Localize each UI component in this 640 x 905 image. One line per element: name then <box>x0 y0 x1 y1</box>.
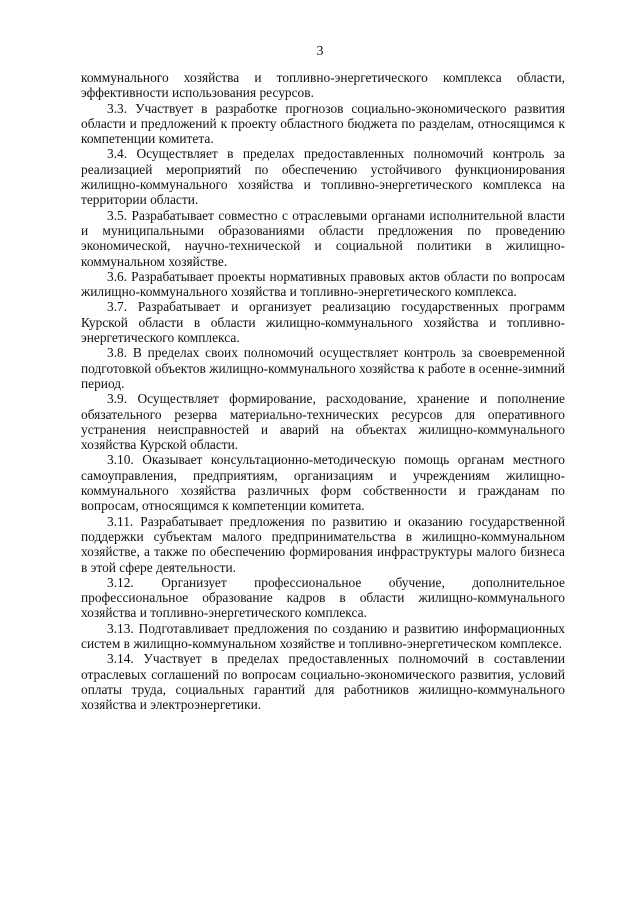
paragraph-3-6: 3.6. Разрабатывает проекты нормативных правовых актов области по вопросам жилищно-коммунального хозяйства и топливно-энергетического комплекса. <box>81 268 565 300</box>
paragraph-3-4: 3.4. Осуществляет в пределах предоставленных полномочий контроль за реализацией мероприятий по обеспечению устойчивого функционирования жилищно-коммунального хозяйства и топливно-энергетического комплекса на территории области. <box>81 146 565 208</box>
paragraph-3-14: 3.14. Участвует в пределах предоставленных полномочий в составлении отраслевых соглашений по вопросам социально-экономического развития, условий оплаты труда, социальных гарантий для работников жилищно-коммунального хозяйства и электроэнергетики. <box>81 651 565 713</box>
page-body <box>81 70 565 712</box>
page-number: 3 <box>316 44 324 59</box>
paragraph-3-12: 3.12. Организует профессиональное обучение, дополнительное профессиональное образование кадров в области жилищно-коммунального хозяйства и топливно-энергетического комплекса. <box>81 574 565 621</box>
paragraph-3-7: 3.7. Разрабатывает и организует реализацию государственных программ Курской области в области жилищно-коммунального хозяйства и топливно-энергетического комплекса. <box>81 299 565 346</box>
paragraph-3-9: 3.9. Осуществляет формирование, расходование, хранение и пополнение обязательного резерва материально-технических ресурсов для оперативного устранения неисправностей и аварий на объектах жилищно-коммунального хозяйства Курской области. <box>81 391 565 453</box>
paragraph-3-11: 3.11. Разрабатывает предложения по развитию и оказанию государственной поддержки субъектам малого предпринимательства в жилищно-коммунальном хозяйстве, а также по обеспечению формирования инфраструктуры малого бизнеса в этой сфере деятельности. <box>81 513 565 575</box>
paragraph-3-8: 3.8. В пределах своих полномочий осуществляет контроль за своевременной подготовкой объектов жилищно-коммунального хозяйства к работе в осенне-зимний период. <box>81 345 565 391</box>
paragraph-continuation: коммунального хозяйства и топливно-энергетического комплекса области, эффективности использования ресурсов. <box>81 70 565 101</box>
paragraph-3-10: 3.10. Оказывает консультационно-методическую помощь органам местного самоуправления, предприятиям, организациям и учреждениям жилищно-коммунального хозяйства различных форм собственности и гражданам по вопросам, относящимся к компетенции комитета. <box>81 452 565 514</box>
paragraph-3-13: 3.13. Подготавливает предложения по созданию и развитию информационных систем в жилищно-коммунальном хозяйстве и топливно-энергетическом комплексе. <box>81 620 565 651</box>
paragraph-3-5: 3.5. Разрабатывает совместно с отраслевыми органами исполнительной власти и муниципальными образованиями области предложения по проведению экономической, научно-технической и социальной политики в жилищно-коммунальном хозяйстве. <box>81 207 565 269</box>
paragraph-3-3: 3.3. Участвует в разработке прогнозов социально-экономического развития области и предложений к проекту областного бюджета по разделам, относящимся к компетенции комитета. <box>81 100 565 147</box>
